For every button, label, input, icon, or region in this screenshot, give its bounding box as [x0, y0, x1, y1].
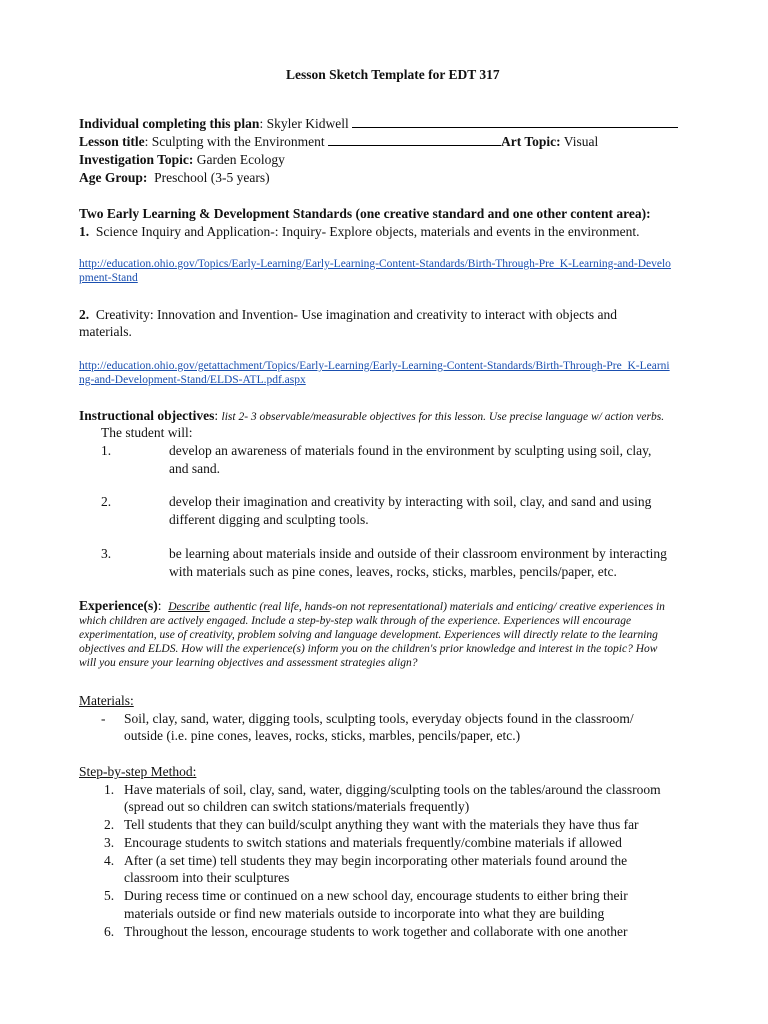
standard-1-link-line1[interactable]: http://education.ohio.gov/Topics/Early-Learning/Early-Learning-Content-Standards/Birth-Through-Pre_K-Learning-and-Develo [79, 258, 671, 270]
experiences-line-3: experimentation, use of creativity, problem solving and language development. Experiences will directly relate to the learning [79, 629, 658, 641]
experiences-label: Experience(s) [79, 598, 158, 613]
lesson-title-label: Lesson title [79, 134, 145, 149]
standard-2-text-line2: materials. [79, 324, 132, 339]
step-1-number: 1. [104, 782, 115, 797]
art-topic-label: Art Topic: [501, 134, 561, 149]
art-topic-value: Visual [563, 134, 599, 149]
step-3-line1: Encourage students to switch stations and materials frequently/combine materials if allowed [124, 835, 622, 850]
objective-2-number: 2. [101, 494, 112, 509]
age-group-value: Preschool (3-5 years) [154, 170, 270, 185]
standards-heading: Two Early Learning & Development Standards (one creative standard and one other content area): [79, 206, 651, 221]
standard-1-number: 1. [79, 224, 90, 239]
objectives-instruction: list 2- 3 observable/measurable objectives for this lesson. Use precise language w/ action verbs. [221, 411, 665, 423]
page-title: Lesson Sketch Template for EDT 317 [286, 67, 500, 82]
objective-1-line2: and sand. [169, 461, 220, 476]
experiences-line-5: will you ensure your learning objectives and assessment strategies align? [79, 657, 418, 669]
standard-2-text-line1: Creativity: Innovation and Invention- Use imagination and creativity to interact with objects and [95, 307, 617, 322]
standard-1-text: Science Inquiry and Application-: Inquiry- Explore objects, materials and events in the environment. [95, 224, 640, 239]
objective-3-line2: with materials such as pine cones, leaves, rocks, sticks, marbles, pencils/paper, etc. [169, 564, 617, 579]
objectives-heading: Instructional objectives: list 2- 3 observable/measurable objectives for this lesson. Use precise language w/ action verbs. [79, 408, 665, 423]
experiences-line-4: objectives and ELDS. How will the experience(s) inform you on the children's prior knowledge and interest in the topic? How [79, 643, 658, 655]
objective-3-line1: be learning about materials inside and outside of their classroom environment by interacting [169, 546, 667, 561]
materials-line2: outside (i.e. pine cones, leaves, rocks, sticks, marbles, pencils/paper, etc.) [124, 728, 521, 743]
objective-1-line1: develop an awareness of materials found in the environment by sculpting using soil, clay, [169, 443, 652, 458]
step-1-line2: (spread out so children can switch stations/materials frequently) [124, 799, 470, 814]
experiences-first-line: Experience(s): Describe authentic (real life, hands-on not representational) materials and enticing/ creative experiences in [79, 598, 665, 613]
objectives-intro: The student will: [101, 425, 193, 440]
step-5-line2: materials outside or find new materials outside to incorporate into what they are building [124, 906, 605, 921]
standard-2 [79, 306, 617, 324]
experiences-line-1: authentic (real life, hands-on not representational) materials and enticing/ creative experiences in [213, 601, 665, 613]
step-6-number: 6. [104, 924, 115, 939]
step-6-line1: Throughout the lesson, encourage students to work together and collaborate with one another [124, 924, 628, 939]
step-5-line1: During recess time or continued on a new school day, encourage students to either bring their [124, 888, 628, 903]
step-1-line1: Have materials of soil, clay, sand, water, digging/sculpting tools on the tables/around the classroom [124, 782, 661, 797]
investigation-value: Garden Ecology [196, 152, 285, 167]
objective-1-number: 1. [101, 443, 112, 458]
step-4-number: 4. [104, 853, 115, 868]
step-5-number: 5. [104, 888, 115, 903]
materials-line1: Soil, clay, sand, water, digging tools, sculpting tools, everyday objects found in the classroom/ [124, 711, 634, 726]
objective-2-line1: develop their imagination and creativity by interacting with soil, clay, and sand and using [169, 494, 652, 509]
step-4-line2: classroom into their sculptures [124, 870, 290, 885]
standard-2-link-line2[interactable]: ng-and-Development-Stand/ELDS-ATL.pdf.aspx [79, 374, 306, 386]
investigation-label: Investigation Topic: [79, 152, 194, 167]
objective-3-number: 3. [101, 546, 112, 561]
materials-bullet: - [101, 711, 106, 726]
lesson-title-value: Sculpting with the Environment [151, 134, 325, 149]
lesson-title-blank-line [328, 132, 501, 146]
objectives-label: Instructional objectives [79, 408, 215, 423]
age-group-row [79, 169, 270, 187]
step-4-line1: After (a set time) tell students they may begin incorporating other materials found around the [124, 853, 628, 868]
objective-2-line2: different digging and sculpting tools. [169, 512, 369, 527]
standard-2-link-line1[interactable]: http://education.ohio.gov/getattachment/Topics/Early-Learning/Early-Learning-Content-Standards/Birth-Through-Pre_K-Learni [79, 360, 670, 372]
individual-row: Individual completing this plan: Skyler Kidwell [79, 114, 678, 133]
method-heading: Step-by-step Method: [79, 764, 197, 779]
step-3-number: 3. [104, 835, 115, 850]
standard-1 [79, 223, 639, 241]
experiences-describe: Describe [168, 601, 210, 613]
standard-2-number: 2. [79, 307, 90, 322]
individual-label: Individual completing this plan [79, 116, 260, 131]
lesson-title-row: Lesson title: Sculpting with the Environment Art Topic: Visual [79, 134, 599, 149]
materials-heading: Materials: [79, 693, 134, 708]
standard-1-link-line2[interactable]: pment-Stand [79, 272, 138, 284]
individual-blank-line [352, 114, 678, 128]
experiences-line-2: which children are actively engaged. Include a step-by-step walk through of the experience. Experiences will encourage [79, 615, 632, 627]
investigation-row [79, 151, 285, 169]
step-2-number: 2. [104, 817, 115, 832]
step-2-line1: Tell students that they can build/sculpt anything they want with the materials they have thus far [124, 817, 639, 832]
individual-value: Skyler Kidwell [266, 116, 349, 131]
age-group-label: Age Group: [79, 170, 148, 185]
